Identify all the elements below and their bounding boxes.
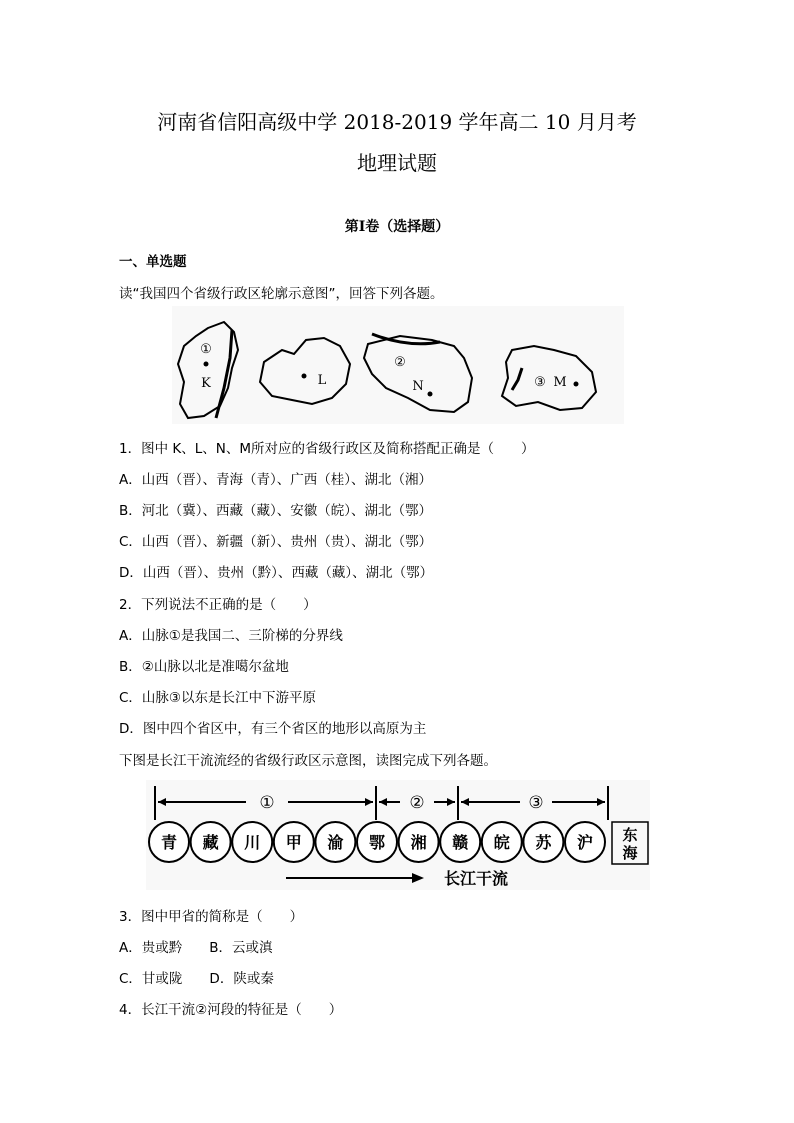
q2-option-b: B．②山脉以北是准噶尔盆地 bbox=[119, 659, 289, 675]
part-heading: 一、单选题 bbox=[119, 254, 187, 270]
province-outline-figure bbox=[172, 306, 624, 424]
q3-stem: 3．图中甲省的简称是（ ） bbox=[119, 909, 304, 925]
river-label: 长江干流 bbox=[443, 869, 509, 888]
province-label: 沪 bbox=[576, 833, 594, 852]
section-heading: 第Ⅰ卷（选择题） bbox=[344, 219, 450, 235]
q1-stem: 1．图中 K、L、N、M所对应的省级行政区及简称搭配正确是（ ） bbox=[119, 441, 535, 457]
q4-stem: 4．长江干流②河段的特征是（ ） bbox=[119, 1002, 343, 1018]
sea-label-line-1: 东 bbox=[622, 826, 638, 844]
map-label-mountain-3: ③ bbox=[534, 375, 546, 390]
q3-options-row-1: A．贵或黔 B．云或滇 bbox=[119, 940, 273, 956]
province-label: 渝 bbox=[327, 833, 344, 852]
map-label-mountain-1: ① bbox=[200, 342, 212, 357]
exam-subtitle: 地理试题 bbox=[357, 151, 437, 175]
q1-option-a: A．山西（晋）、青海（青）、广西（桂）、湖北（湘） bbox=[119, 472, 432, 488]
q2-option-d: D．图中四个省区中，有三个省区的地形以高原为主 bbox=[119, 721, 427, 737]
map-label-m: M bbox=[553, 375, 567, 390]
intro-text-1: 读“我国四个省级行政区轮廓示意图”，回答下列各题。 bbox=[119, 286, 444, 302]
q2-option-c: C．山脉③以东是长江中下游平原 bbox=[119, 690, 317, 706]
province-label: 鄂 bbox=[368, 833, 386, 852]
province-label: 藏 bbox=[202, 833, 219, 852]
map-label-k: K bbox=[201, 376, 211, 391]
yangtze-province-figure bbox=[146, 780, 650, 890]
exam-title: 河南省信阳高级中学 2018-2019 学年高二 10 月月考 bbox=[157, 110, 637, 134]
province-label: 青 bbox=[160, 833, 178, 852]
segment-label-3: ③ bbox=[528, 793, 544, 813]
province-label: 皖 bbox=[493, 833, 510, 852]
province-label: 赣 bbox=[452, 833, 469, 852]
q3-options-row-2: C．甘或陇 D．陕或秦 bbox=[119, 971, 274, 987]
q1-option-d: D．山西（晋）、贵州（黔）、西藏（藏）、湖北（鄂） bbox=[119, 565, 434, 581]
province-label: 甲 bbox=[285, 833, 302, 852]
map-label-mountain-2: ② bbox=[394, 355, 406, 370]
province-label: 湘 bbox=[410, 833, 427, 852]
q1-option-b: B．河北（冀）、西藏（藏）、安徽（皖）、湖北（鄂） bbox=[119, 503, 433, 519]
q1-option-c: C．山西（晋）、新疆（新）、贵州（贵）、湖北（鄂） bbox=[119, 534, 433, 550]
segment-label-2: ② bbox=[409, 793, 425, 813]
q2-option-a: A．山脉①是我国二、三阶梯的分界线 bbox=[119, 628, 343, 644]
q2-stem: 2．下列说法不正确的是（ ） bbox=[119, 597, 317, 613]
map-label-l: L bbox=[317, 373, 327, 388]
province-label: 苏 bbox=[535, 833, 552, 852]
sea-label-line-2: 海 bbox=[622, 844, 638, 862]
map-label-n: N bbox=[412, 379, 424, 394]
province-label: 川 bbox=[244, 833, 261, 852]
intro-text-2: 下图是长江干流流经的省级行政区示意图，读图完成下列各题。 bbox=[119, 753, 497, 769]
segment-label-1: ① bbox=[259, 793, 275, 813]
